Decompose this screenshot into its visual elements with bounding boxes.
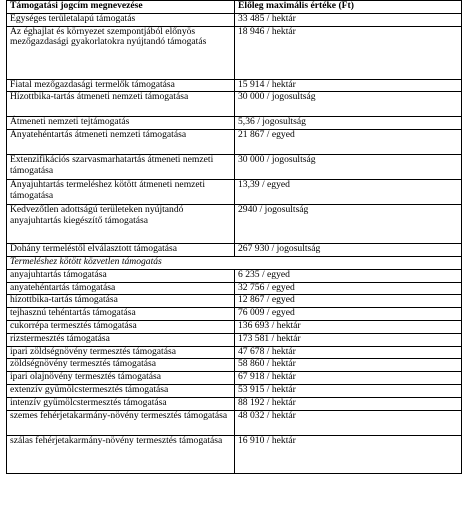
table-row bbox=[7, 384, 462, 397]
advance-value-cell: 2940 / jogosultság bbox=[235, 205, 462, 244]
subsidy-name-cell: rizstermesztés támogatása bbox=[7, 333, 235, 346]
subsidy-name-cell: ipari zöldségnövény termesztés támogatása bbox=[7, 346, 235, 359]
table-row bbox=[7, 397, 462, 410]
table-row bbox=[7, 308, 462, 321]
table-row bbox=[7, 117, 462, 130]
advance-value-cell: 267 930 / jogosultság bbox=[235, 244, 462, 257]
subsidy-name-cell: Az éghajlat és környezet szempontjából előnyös mezőgazdasági gyakorlatokra nyújtandó támogatás bbox=[7, 26, 235, 79]
table-row bbox=[7, 410, 462, 435]
subsidy-name-cell: cukorrépa termesztés támogatása bbox=[7, 320, 235, 333]
table-row bbox=[7, 244, 462, 257]
subsidy-name-cell: Átmeneti nemzeti tejtámogatás bbox=[7, 117, 235, 130]
advance-value-cell: 76 009 / egyed bbox=[235, 308, 462, 321]
subsidy-name-cell: ipari olajnövény termesztés támogatása bbox=[7, 372, 235, 385]
table-row bbox=[7, 205, 462, 244]
subsidy-name-cell: intenzív gyümölcstermesztés támogatása bbox=[7, 397, 235, 410]
section-title: Termeléshez kötött közvetlen támogatás bbox=[7, 256, 462, 269]
table-row bbox=[7, 282, 462, 295]
table-row bbox=[7, 435, 462, 473]
table-row bbox=[7, 79, 462, 92]
subsidy-name-cell: Kedvezőtlen adottságú területeken nyújtandó anyajuhtartás kiegészítő támogatása bbox=[7, 205, 235, 244]
table-row bbox=[7, 359, 462, 372]
advance-value-cell: 12 867 / egyed bbox=[235, 295, 462, 308]
table-row bbox=[7, 333, 462, 346]
subsidy-name-cell: Dohány termeléstől elválasztott támogatása bbox=[7, 244, 235, 257]
advance-value-cell: 58 860 / hektár bbox=[235, 359, 462, 372]
header-advance-max: Előleg maximális értéke (Ft) bbox=[235, 1, 462, 14]
advance-value-cell: 32 756 / egyed bbox=[235, 282, 462, 295]
advance-value-cell: 67 918 / hektár bbox=[235, 372, 462, 385]
table-row bbox=[7, 13, 462, 26]
advance-value-cell: 136 693 / hektár bbox=[235, 320, 462, 333]
advance-value-cell: 33 485 / hektár bbox=[235, 13, 462, 26]
document-page bbox=[6, 0, 462, 474]
advance-value-cell: 48 032 / hektár bbox=[235, 410, 462, 435]
subsidy-name-cell: anyatehéntartás támogatása bbox=[7, 282, 235, 295]
subsidy-name-cell: szálas fehérjetakarmány-növény termesztés támogatása bbox=[7, 435, 235, 473]
subsidy-name-cell: hízottbika-tartás támogatása bbox=[7, 295, 235, 308]
table-row bbox=[7, 346, 462, 359]
header-subsidy-name: Támogatási jogcím megnevezése bbox=[7, 1, 235, 14]
advance-value-cell: 16 910 / hektár bbox=[235, 435, 462, 473]
table-row bbox=[7, 92, 462, 117]
advance-value-cell: 47 678 / hektár bbox=[235, 346, 462, 359]
advance-value-cell: 88 192 / hektár bbox=[235, 397, 462, 410]
advance-value-cell: 30 000 / jogosultság bbox=[235, 92, 462, 117]
advance-value-cell: 30 000 / jogosultság bbox=[235, 155, 462, 180]
table-row bbox=[7, 155, 462, 180]
table-row bbox=[7, 130, 462, 155]
advance-value-cell: 21 867 / egyed bbox=[235, 130, 462, 155]
advance-value-cell: 6 235 / egyed bbox=[235, 269, 462, 282]
subsidy-name-cell: Fiatal mezőgazdasági termelők támogatása bbox=[7, 79, 235, 92]
subsidy-name-cell: tejhasznú tehéntartás támogatása bbox=[7, 308, 235, 321]
table-row bbox=[7, 26, 462, 79]
advance-value-cell: 53 915 / hektár bbox=[235, 384, 462, 397]
subsidy-name-cell: Anyajuhtartás termeléshez kötött átmeneti nemzeti támogatása bbox=[7, 180, 235, 205]
subsidy-name-cell: szemes fehérjetakarmány-növény termesztés támogatása bbox=[7, 410, 235, 435]
advance-value-cell: 5,36 / jogosultság bbox=[235, 117, 462, 130]
subsidy-name-cell: anyajuhtartás támogatása bbox=[7, 269, 235, 282]
subsidy-name-cell: Extenzifikációs szarvasmarhatartás átmeneti nemzeti támogatása bbox=[7, 155, 235, 180]
table-row bbox=[7, 320, 462, 333]
subsidy-name-cell: Anyatehéntartás átmeneti nemzeti támogatása bbox=[7, 130, 235, 155]
subsidy-name-cell: Egységes területalapú támogatás bbox=[7, 13, 235, 26]
table-body bbox=[7, 13, 462, 473]
section-header-row bbox=[7, 256, 462, 269]
table-row bbox=[7, 180, 462, 205]
advance-value-cell: 173 581 / hektár bbox=[235, 333, 462, 346]
subsidy-table bbox=[6, 0, 462, 474]
table-row bbox=[7, 295, 462, 308]
advance-value-cell: 15 914 / hektár bbox=[235, 79, 462, 92]
advance-value-cell: 13,39 / egyed bbox=[235, 180, 462, 205]
subsidy-name-cell: extenzív gyümölcstermesztés támogatása bbox=[7, 384, 235, 397]
table-header-row bbox=[7, 1, 462, 14]
subsidy-name-cell: zöldségnövény termesztés támogatása bbox=[7, 359, 235, 372]
subsidy-name-cell: Hízottbika-tartás átmeneti nemzeti támogatása bbox=[7, 92, 235, 117]
table-row bbox=[7, 269, 462, 282]
advance-value-cell: 18 946 / hektár bbox=[235, 26, 462, 79]
table-row bbox=[7, 372, 462, 385]
